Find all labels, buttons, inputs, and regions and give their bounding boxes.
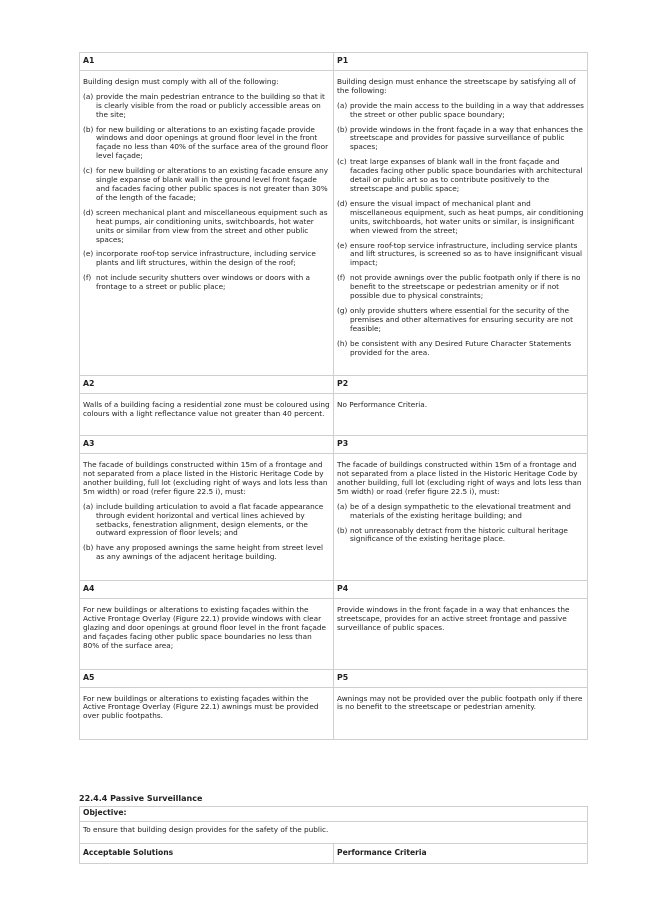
- objective-label-row: [80, 807, 588, 822]
- list-item: [337, 503, 584, 521]
- list-marker: (b): [83, 124, 94, 134]
- performance-criterion-text: Provide windows in the front façade in a way that enhances the streetscape, provides for an active street frontage and passive surveillance of public spaces.: [337, 605, 570, 632]
- list-item: [83, 209, 330, 245]
- list-marker: (f): [337, 273, 346, 283]
- acceptable-solution-id: A5: [80, 669, 334, 687]
- list-item: [83, 167, 330, 203]
- performance-criteria-header: Performance Criteria: [334, 843, 588, 863]
- list-item-text: provide the main access to the building in a way that addresses the street or other public space boundary;: [350, 100, 584, 119]
- acceptable-solution-cell: [80, 599, 334, 670]
- standard-header-row: [80, 436, 588, 454]
- list-marker: (c): [83, 166, 93, 176]
- acceptable-solution-text: Walls of a building facing a residential zone must be coloured using colours with a light reflectance value not greater than 40 percent.: [83, 400, 330, 419]
- list-item: [83, 126, 330, 162]
- performance-criterion-text: No Performance Criteria.: [337, 400, 428, 410]
- acceptable-solution-cell: [80, 394, 334, 436]
- standard-header-row: [80, 53, 588, 71]
- list-item: [337, 102, 584, 120]
- list-item-text: have any proposed awnings the same height from street level as any awnings of the adjacent heritage building.: [96, 543, 324, 562]
- acceptable-solution-text: Building design must comply with all of the following:: [83, 76, 279, 86]
- column-header-row: [80, 843, 588, 863]
- performance-criterion-text: Awnings may not be provided over the public footpath only if there is no benefit to the streetscape or pedestrian amenity.: [337, 693, 583, 712]
- list-item: [83, 503, 330, 539]
- acceptable-solution-cell: [80, 454, 334, 581]
- acceptable-solution-id: A2: [80, 376, 334, 394]
- list-item-text: treat large expanses of blank wall in the front façade and facades facing other public space boundaries with architectural detail or public art so as to contribute positively to the streetscape and public space;: [350, 157, 583, 193]
- standard-body-row: [80, 70, 588, 376]
- section-title: 22.4.4 Passive Surveillance: [79, 794, 203, 803]
- standard-body-row: [80, 599, 588, 670]
- list-marker: (a): [83, 91, 94, 101]
- list-marker: (h): [337, 338, 348, 348]
- list-item: [337, 274, 584, 301]
- acceptable-solution-cell: [80, 70, 334, 376]
- list-item-text: be of a design sympathetic to the elevational treatment and materials of the existing heritage building; and: [350, 501, 571, 520]
- performance-criterion-cell: [334, 687, 588, 740]
- list-marker: (d): [83, 207, 94, 217]
- passive-surveillance-table: [79, 806, 588, 864]
- list-item-text: not provide awnings over the public footpath only if there is no benefit to the streetscape or pedestrian amenity or if not possible due to physical constraints;: [350, 273, 581, 301]
- standards-table: [79, 52, 588, 740]
- list-item: [337, 527, 584, 545]
- list-item-text: not include security shutters over windows or doors with a frontage to a street or public place;: [96, 273, 310, 292]
- acceptable-solution-cell: [80, 687, 334, 740]
- list-item-text: not unreasonably detract from the historic cultural heritage significance of the existing heritage place.: [350, 525, 568, 544]
- list-item: [337, 126, 584, 153]
- performance-criterion-id: P4: [334, 581, 588, 599]
- list-marker: (a): [337, 100, 348, 110]
- list-item-text: for new building or alterations to an existing facade ensure any single expanse of blank wall in the ground level front façade and facades facing other public spaces is not greater than 30% of the length of the facade;: [96, 166, 329, 202]
- list-marker: (b): [83, 543, 94, 553]
- performance-criterion-text: Building design must enhance the streetscape by satisfying all of the following:: [337, 76, 576, 95]
- list-marker: (a): [83, 501, 94, 511]
- list-item: [83, 250, 330, 268]
- performance-criterion-id: P3: [334, 436, 588, 454]
- performance-criterion-text: The facade of buildings constructed within 15m of a frontage and not separated from a place listed in the Historic Heritage Code by another building, full lot (excluding right of ways and lots less than 5m width) or road (refer figure 22.5 i), must:: [337, 460, 582, 496]
- acceptable-solution-text: The facade of buildings constructed within 15m of a frontage and not separated from a place listed in the Historic Heritage Code by another building, full lot (excluding right of ways and lots less than 5m width) or road (refer figure 22.5 i), must:: [83, 460, 328, 496]
- list-item: [83, 274, 330, 292]
- acceptable-solution-text: For new buildings or alterations to existing façades within the Active Frontage Overlay (Figure 22.1) provide windows with clear glazing and door openings at ground floor level in the front façade and façades facing other public space boundaries no less than 80% of the surface area;: [83, 605, 326, 650]
- acceptable-solution-id: A3: [80, 436, 334, 454]
- list-marker: (b): [337, 525, 348, 535]
- list-item-text: ensure the visual impact of mechanical plant and miscellaneous equipment, such as heat pumps, air conditioning units, switchboards, hot water units or similar, is insignificant when viewed from the street;: [350, 198, 584, 235]
- list-item-text: provide the main pedestrian entrance to the building so that it is clearly visible from the road or publicly accessible areas on the site;: [96, 91, 325, 119]
- list-item-text: include building articulation to avoid a flat facade appearance through evident horizontal and vertical lines achieved by setbacks, fenestration alignment, design elements, or the outward expression of floor levels; and: [96, 501, 324, 538]
- list-item-text: for new building or alterations to an existing façade provide windows and door openings at ground floor level in the front façade no less than 40% of the surface area of the ground floor level façade;: [96, 124, 329, 161]
- objective-label: Objective:: [80, 807, 588, 822]
- performance-criterion-id: P2: [334, 376, 588, 394]
- performance-criterion-id: P1: [334, 53, 588, 71]
- acceptable-solution-id: A4: [80, 581, 334, 599]
- standard-body-row: [80, 454, 588, 581]
- objective-text: To ensure that building design provides for the safety of the public.: [80, 821, 588, 843]
- list-item-text: be consistent with any Desired Future Character Statements provided for the area.: [350, 338, 572, 357]
- list-marker: (c): [337, 157, 347, 167]
- list-item: [83, 544, 330, 562]
- objective-text-row: [80, 821, 588, 843]
- list-item: [337, 242, 584, 269]
- acceptable-solutions-header: Acceptable Solutions: [80, 843, 334, 863]
- standard-header-row: [80, 669, 588, 687]
- performance-criterion-cell: [334, 70, 588, 376]
- standard-header-row: [80, 581, 588, 599]
- list-item: [337, 340, 584, 358]
- performance-criterion-id: P5: [334, 669, 588, 687]
- performance-criterion-cell: [334, 599, 588, 670]
- list-item: [337, 158, 584, 194]
- list-item-text: ensure roof-top service infrastructure, including service plants and lift structures, is screened so as to have insignificant visual impact;: [350, 240, 583, 268]
- list-marker: (b): [337, 124, 348, 134]
- standard-body-row: [80, 394, 588, 436]
- list-marker: (f): [83, 273, 92, 283]
- list-item: [83, 93, 330, 120]
- list-item: [337, 307, 584, 334]
- performance-criterion-cell: [334, 394, 588, 436]
- list-marker: (a): [337, 501, 348, 511]
- list-item-text: only provide shutters where essential for the security of the premises and other alternatives for ensuring security are not feasible;: [350, 305, 573, 333]
- list-marker: (g): [337, 305, 348, 315]
- standard-body-row: [80, 687, 588, 740]
- standard-header-row: [80, 376, 588, 394]
- acceptable-solution-text: For new buildings or alterations to existing façades within the Active Frontage Overlay (Figure 22.1) awnings must be provided over public footpaths.: [83, 693, 319, 721]
- list-item-text: screen mechanical plant and miscellaneous equipment such as heat pumps, air conditioning units, switchboards, hot water units or similar from view from the street and other public spaces;: [96, 207, 328, 244]
- acceptable-solution-id: A1: [80, 53, 334, 71]
- list-item-text: incorporate roof-top service infrastructure, including service plants and lift structures, within the design of the roof;: [96, 249, 316, 268]
- list-marker: (e): [83, 249, 94, 259]
- performance-criterion-cell: [334, 454, 588, 581]
- list-item: [337, 200, 584, 236]
- list-item-text: provide windows in the front façade in a way that enhances the streetscape and provides for passive surveillance of public spaces;: [350, 124, 583, 152]
- list-marker: (d): [337, 198, 348, 208]
- list-marker: (e): [337, 240, 348, 250]
